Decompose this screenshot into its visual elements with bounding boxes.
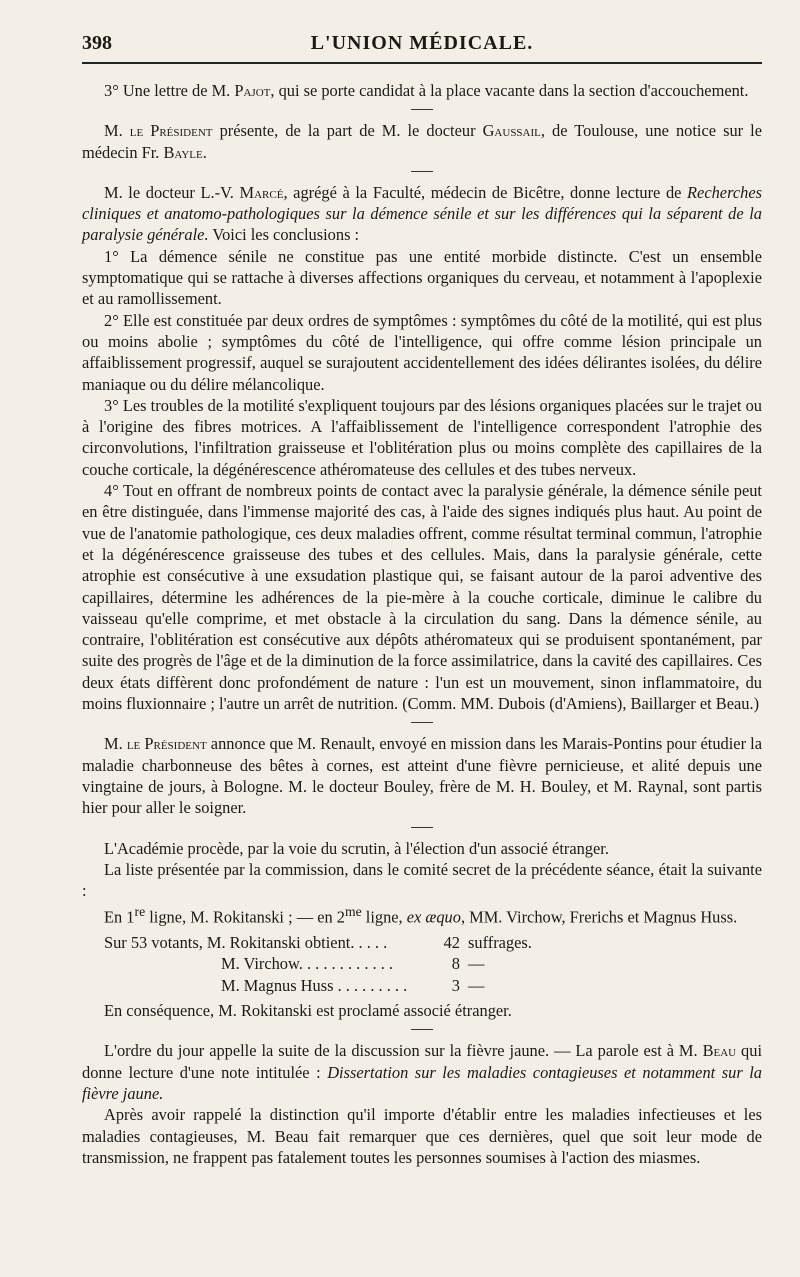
paragraph-election: L'Académie procède, par la voie du scrutin, à l'élection d'un associé étranger. — [104, 838, 609, 858]
paragraph-marce-intro: M. le docteur L.-V. Marcé, agrégé à la Faculté, médecin de Bicêtre, donne lecture de Recherches cliniques et anatomo-pathologiques sur la démence sénile et sur les différences qui la séparent de la paralysie générale. Voici les conclusions : — [82, 182, 762, 245]
paragraph-letter-pajot: 3° Une lettre de M. Pajot, qui se porte candidat à la place vacante dans la section d'accouchement. — [104, 81, 749, 100]
section-divider — [411, 722, 433, 723]
paragraph-president-notice: M. le Président présente, de la part de M. le docteur Gaussail, de Toulouse, une notice sur le médecin Fr. Bayle. — [82, 121, 763, 162]
section-divider — [411, 827, 433, 828]
vote-row-rokitanski: Sur 53 votants, M. Rokitanski obtient. . . . . 42 suffrages. — [104, 933, 532, 953]
paragraph-list: La liste présentée par la commission, dans le comité secret de la précédente séance, était la suivante : — [82, 859, 762, 901]
section-divider — [411, 1029, 433, 1030]
section-divider — [411, 109, 433, 110]
running-title: L'UNION MÉDICALE. — [310, 32, 534, 54]
paragraph-result: En conséquence, M. Rokitanski est proclamé associé étranger. — [104, 1001, 512, 1021]
paragraph-beau-note: Après avoir rappelé la distinction qu'il importe d'établir entre les maladies infectieuses et les maladies contagieuses, M. Beau fait remarquer que ces dernières, quel que soit leur mode de transmission, ne frappent pas fatalement toutes les personnes soumises à l'action des miasmes. — [82, 1105, 762, 1167]
vote-row-virchow: M. Virchow. . . . . . . . . . . . 8 — — [221, 954, 485, 974]
paragraph-order-of-day: L'ordre du jour appelle la suite de la discussion sur la fièvre jaune. — La parole est à M. Beau qui donne lecture d'une note intitulée : Dissertation sur les maladies contagieuses et notamment sur la fièvre jaune. — [82, 1041, 763, 1103]
paragraph-candidates: En 1re ligne, M. Rokitanski ; — en $2^{me}$ ligne, ex æquo, MM. Virchow, Frerichs et Magnus Huss. — [104, 904, 738, 927]
page-number: 398 — [82, 32, 112, 54]
conclusion-1: 1° La démence sénile ne constitue pas une entité morbide distincte. C'est un ensemble symptomatique qui se rattache à diverses affections organiques du cerveau, et notamment à l'apoplexie et au ramollissement. — [82, 246, 762, 309]
memoir-title: Recherches cliniques et anatomo-pathologiques sur la démence sénile et sur les différences qui la séparent de la paralysie générale. — [82, 182, 762, 245]
vote-results — [82, 932, 762, 996]
article-body — [82, 80, 762, 1168]
conclusion-3: 3° Les troubles de la motilité s'expliquent toujours par des lésions organiques placées sur le trajet ou à l'origine des fibres motrices. A l'affaiblissement de l'intelligence correspondent l'atrophie des circonvolutions, l'infiltration graisseuse et l'oblitération plus ou moins complète des capillaires de la couche corticale, la dégénérescence athéromateuse des cellules et des tubes nerveux. — [82, 395, 762, 479]
conclusion-4: 4° Tout en offrant de nombreux points de contact avec la paralysie générale, la démence sénile peut en être distinguée, dans l'immense majorité des cas, à l'aide des signes indiqués plus haut. Au point de vue de l'anatomie pathologique, ces deux maladies offrent, comme résultat terminal commun, l'atrophie et la dégénérescence graisseuse des tubes et des cellules. Mais, dans la paralysie générale, cette atrophie est consécutive à une exsudation plastique qui, se faisant autour de la paroi adventive des capillaires, détermine les adhérences de la pie-mère à la couche corticale, diminue le calibre du vaisseau qu'elle comprime, et met obstacle à la circulation du sang. Dans la démence sénile, au contraire, l'oblitération est consécutive aux dépôts athéromateux qui se produisent spontanément, par suite des progrès de l'âge et de la diminution de la force assimilatrice, dans la cavité des capillaires. Ces deux états diffèrent donc profondément de nature : l'un est un mouvement, sinon inflammatoire, du moins fluxionnaire ; l'autre un arrêt de nutrition. (Comm. MM. Dubois (d'Amiens), Baillarger et Beau.) — [82, 481, 762, 714]
page-header — [82, 30, 762, 64]
paragraph-president-renault: M. le Président annonce que M. Renault, envoyé en mission dans les Marais-Pontins pour étudier la maladie charbonneuse des bêtes à cornes, est atteint d'une fièvre pernicieuse, et alité depuis une vingtaine de jours, à Bologne. M. le docteur Bouley, frère de M. H. Bouley, et M. Raynal, sont partis hier pour aller le soigner. — [82, 734, 762, 818]
section-divider — [411, 171, 433, 172]
vote-row-huss: M. Magnus Huss . . . . . . . . . 3 — — [221, 975, 485, 995]
conclusion-2: 2° Elle est constituée par deux ordres de symptômes : symptômes du côté de la motilité, qui est plus ou moins abolie ; symptômes du côté de l'intelligence, qui offre comme lésion principale un affaiblissement progressif, auquel se surajoutent accidentellement des idées délirantes isolées, du délire maniaque ou du délire mélancolique. — [82, 310, 762, 394]
